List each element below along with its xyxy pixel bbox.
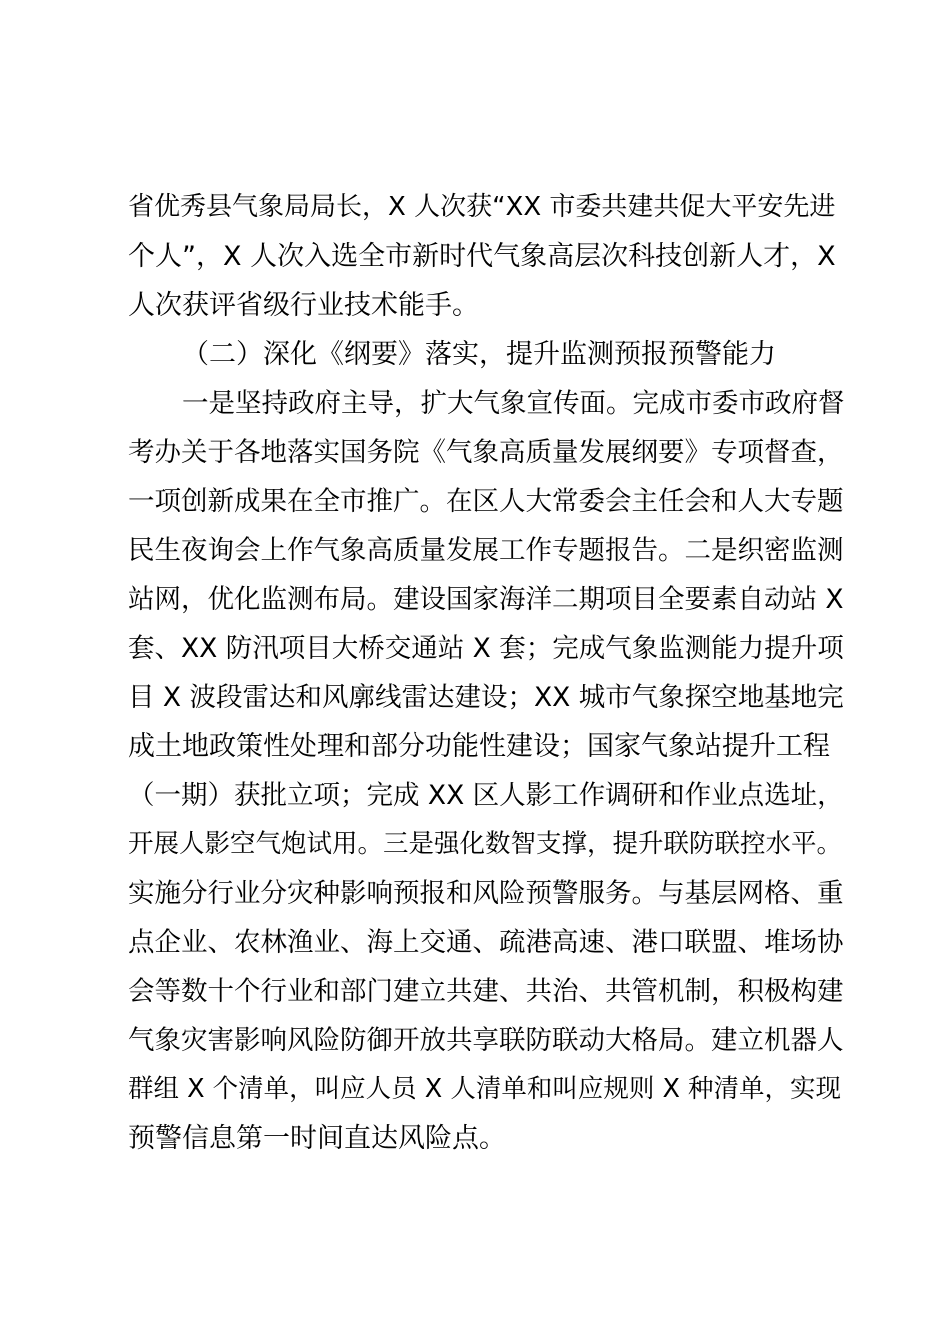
text-line: 一项创新成果在全市推广。在区人大常委会主任会和人大专题 <box>128 486 844 517</box>
text-line: 民生夜询会上作气象高质量发展工作专题报告。二是织密监测 <box>128 535 844 566</box>
text-line: 省优秀县气象局局长，X 人次获“XX 市委共建共促大平安先进 <box>128 192 836 222</box>
text-line: 套、XX 防汛项目大桥交通站 X 套；完成气象监测能力提升项 <box>128 633 844 664</box>
text-line: 一是坚持政府主导，扩大气象宣传面。完成市委市政府督 <box>182 388 845 419</box>
text-line: 点企业、农林渔业、海上交通、疏港高速、港口联盟、堆场协 <box>128 927 844 958</box>
text-line: 开展人影空气炮试用。三是强化数智支撑，提升联防联控水平。 <box>128 829 843 859</box>
text-line: 人次获评省级行业技术能手。 <box>128 290 479 321</box>
text-line: 个人”，X 人次入选全市新时代气象高层次科技创新人才，X <box>128 241 836 272</box>
text-line: 预警信息第一时间直达风险点。 <box>128 1123 506 1154</box>
body-text <box>128 183 848 1163</box>
text-line: 成土地政策性处理和部分功能性建设；国家气象站提升工程 <box>128 731 830 762</box>
text-line: 会等数十个行业和部门建立共建、共治、共管机制，积极构建 <box>128 976 844 1007</box>
text-line: 考办关于各地落实国务院《气象高质量发展纲要》专项督查， <box>128 437 844 468</box>
section-heading: （二）深化《纲要》落实，提升监测预报预警能力 <box>182 339 776 370</box>
text-line: 站网，优化监测布局。建设国家海洋二期项目全要素自动站 X <box>128 584 844 615</box>
text-line: 实施分行业分灾种影响预报和风险预警服务。与基层网格、重 <box>128 878 844 909</box>
text-line: 目 X 波段雷达和风廓线雷达建设；XX 城市气象探空地基地完 <box>128 682 844 713</box>
text-line: 气象灾害影响风险防御开放共享联防联动大格局。建立机器人 <box>128 1025 844 1056</box>
text-line: （一期）获批立项；完成 XX 区人影工作调研和作业点选址， <box>128 780 844 811</box>
text-line: 群组 X 个清单，叫应人员 X 人清单和叫应规则 X 种清单，实现 <box>128 1074 842 1104</box>
